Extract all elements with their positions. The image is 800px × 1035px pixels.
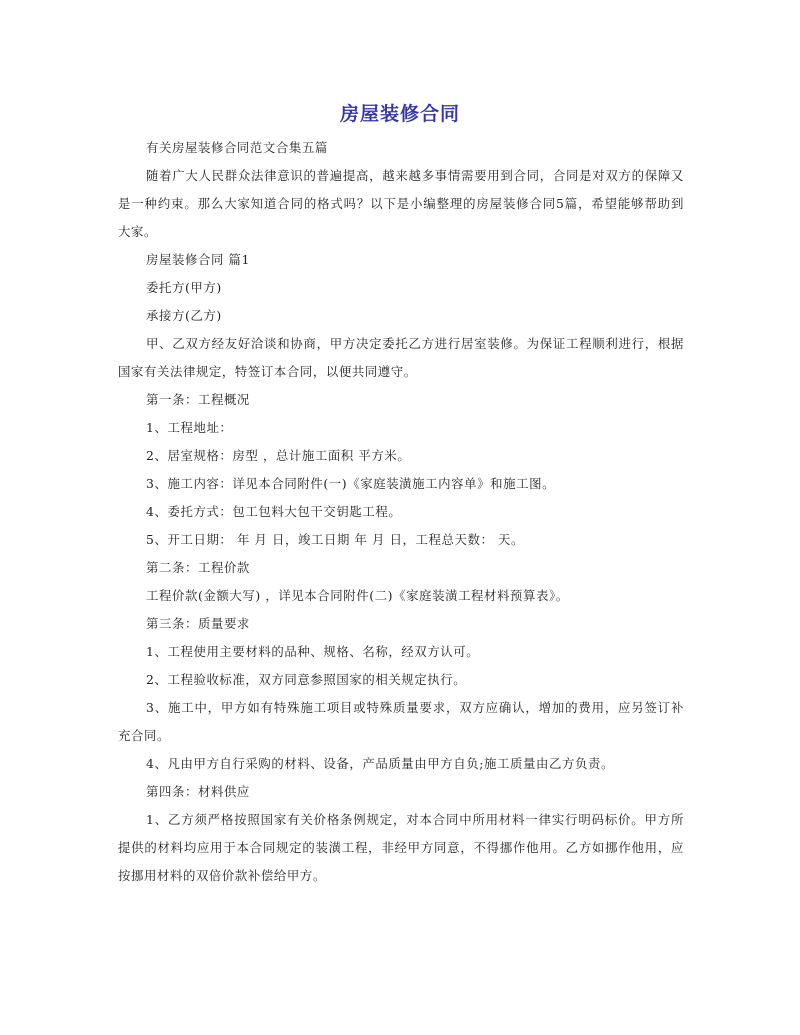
paragraph-intro: 随着广大人民群众法律意识的普遍提高，越来越多事情需要用到合同，合同是对双方的保障又是一种约束。那么大家知道合同的格式吗？以下是小编整理的房屋装修合同5篇，希望能够帮助到大家。: [118, 168, 684, 239]
section-heading-1: 第一条：工程概况: [146, 392, 250, 407]
paragraph-item: 4、凡由甲方自行采购的材料、设备，产品质量由甲方自负;施工质量由乙方负责。: [146, 756, 614, 771]
paragraph-intro-heading: 有关房屋装修合同范文合集五篇: [146, 140, 328, 155]
paragraph-item: 2、居室规格：房型 ，总计施工面积 平方米。: [146, 448, 411, 463]
paragraph-preamble: 甲、乙双方经友好洽谈和协商，甲方决定委托乙方进行居室装修。为保证工程顺利进行，根据国家有关法律规定，特签订本合同，以便共同遵守。: [118, 336, 684, 379]
paragraph-item: 2、工程验收标准，双方同意参照国家的相关规定执行。: [146, 672, 467, 687]
section-heading-3: 第三条：质量要求: [146, 616, 250, 631]
paragraph-party-a: 委托方(甲方): [146, 280, 222, 295]
section-heading-4: 第四条：材料供应: [146, 784, 250, 799]
paragraph-item: 5、开工日期： 年 月 日，竣工日期 年 月 日，工程总天数： 天。: [146, 532, 525, 547]
paragraph-item: 1、工程地址：: [146, 420, 233, 435]
paragraph-item: 1、工程使用主要材料的品种、规格、名称，经双方认可。: [146, 644, 480, 659]
section-heading-2: 第二条：工程价款: [146, 560, 250, 575]
paragraph-item: 4、委托方式：包工包料大包干交钥匙工程。: [146, 504, 402, 519]
document-body: [118, 134, 684, 890]
paragraph-item: 1、乙方须严格按照国家有关价格条例规定，对本合同中所用材料一律实行明码标价。甲方所提供的材料均应用于本合同规定的装潢工程，非经甲方同意，不得挪作他用。乙方如挪作他用，应按挪用材料的双倍价款补偿给甲方。: [118, 812, 684, 883]
paragraph-item: 工程价款(金额大写) ，详见本合同附件(二)《家庭装潢工程材料预算表》。: [146, 588, 569, 603]
paragraph-contract-heading: 房屋装修合同 篇1: [146, 252, 250, 267]
paragraph-party-b: 承接方(乙方): [146, 308, 222, 323]
document-title: 房屋装修合同: [339, 103, 460, 125]
paragraph-item: 3、施工中，甲方如有特殊施工项目或特殊质量要求，双方应确认，增加的费用，应另签订补充合同。: [118, 700, 684, 743]
paragraph-item: 3、施工内容：详见本合同附件(一)《家庭装潢施工内容单》和施工图。: [146, 476, 556, 491]
